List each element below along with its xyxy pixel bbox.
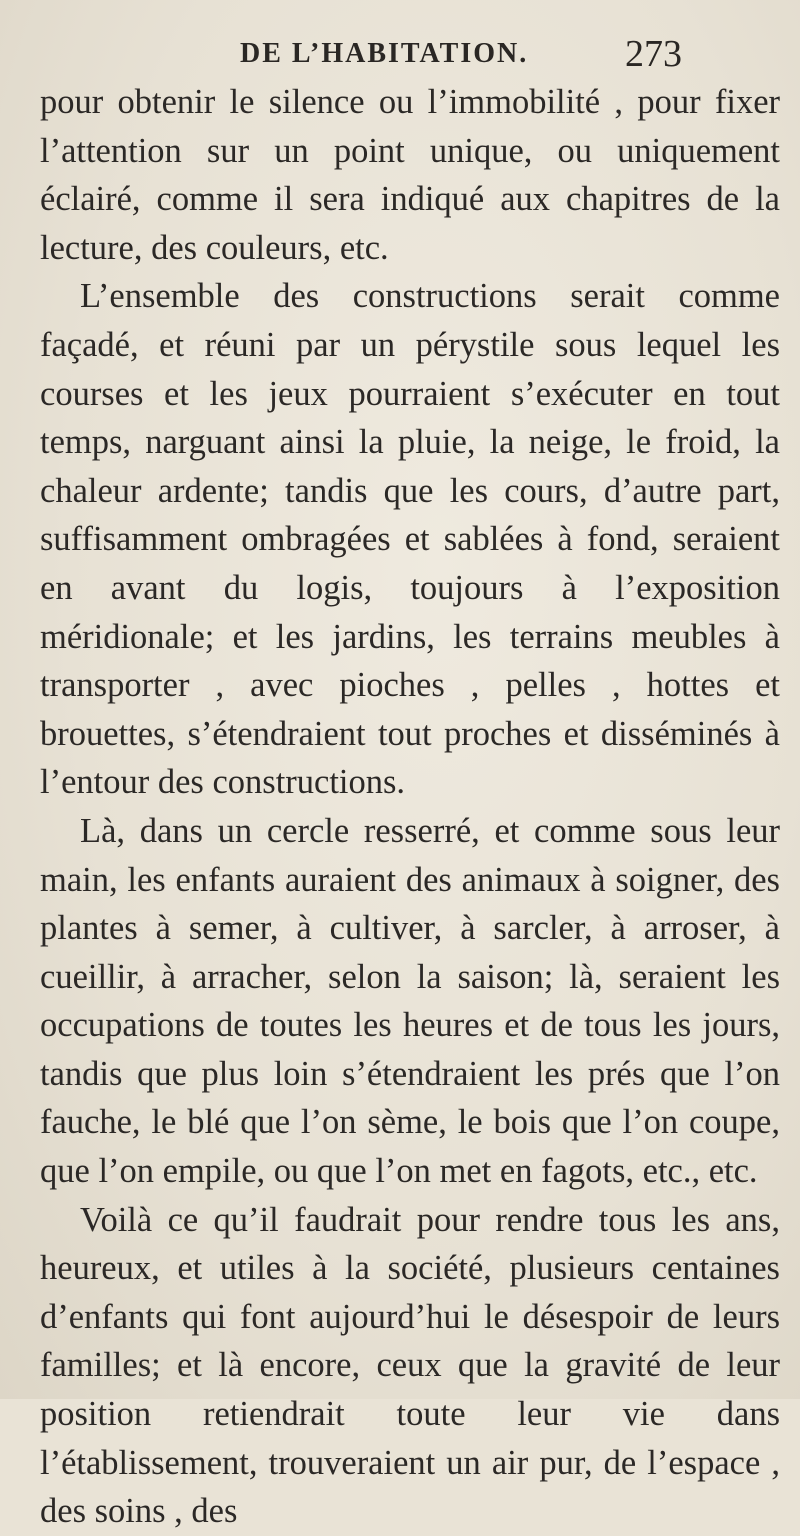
paragraph-conclusion: Voilà ce qu’il faudrait pour rendre tous les ans, heureux, et utiles à la société, plusieurs centaines d’enfants qui font aujourd’hui le désespoir de leurs familles; et là encore, ceux que la gravité de leur position retiendrait toute leur vie dans l’établissement, trouveraient un air pur, de l’espace , des soins , des xyxy=(40,1200,780,1531)
paragraph-continued: pour obtenir le silence ou l’immobilité , pour fixer l’attention sur un point unique, ou uniquement éclairé, comme il sera indiqué aux chapitres de la lecture, des couleurs, etc. xyxy=(40,83,780,267)
paragraph-occupations: Là, dans un cercle resserré, et comme sous leur main, les enfants auraient des animaux à soigner, des plantes à semer, à cultiver, à sarcler, à arroser, à cueillir, à arracher, selon la saison; là, seraient les occupations de toutes les heures et de tous les jours, tandis que plus loin s’étendraient les prés que l’on fauche, le blé que l’on sème, le bois que l’on coupe, que l’on empile, ou que l’on met en fagots, etc., etc. xyxy=(40,811,780,1191)
body-text xyxy=(40,78,780,1536)
paragraph-constructions: L’ensemble des constructions serait comme façadé, et réuni par un pérystile sous lequel les courses et les jeux pourraient s’exécuter en tout temps, narguant ainsi la pluie, la neige, le froid, la chaleur ardente; tandis que les cours, d’autre part, suffisamment ombragées et sablées à fond, seraient en avant du logis, toujours à l’exposition méridionale; et les jardins, les terrains meubles à transporter , avec pioches , pelles , hottes et brouettes, s’étendraient tout proches et disséminés à l’entour des constructions. xyxy=(40,277,780,802)
page-number: 273 xyxy=(625,33,682,75)
running-head: DE L’HABITATION. xyxy=(240,38,529,69)
page-header xyxy=(0,33,800,78)
